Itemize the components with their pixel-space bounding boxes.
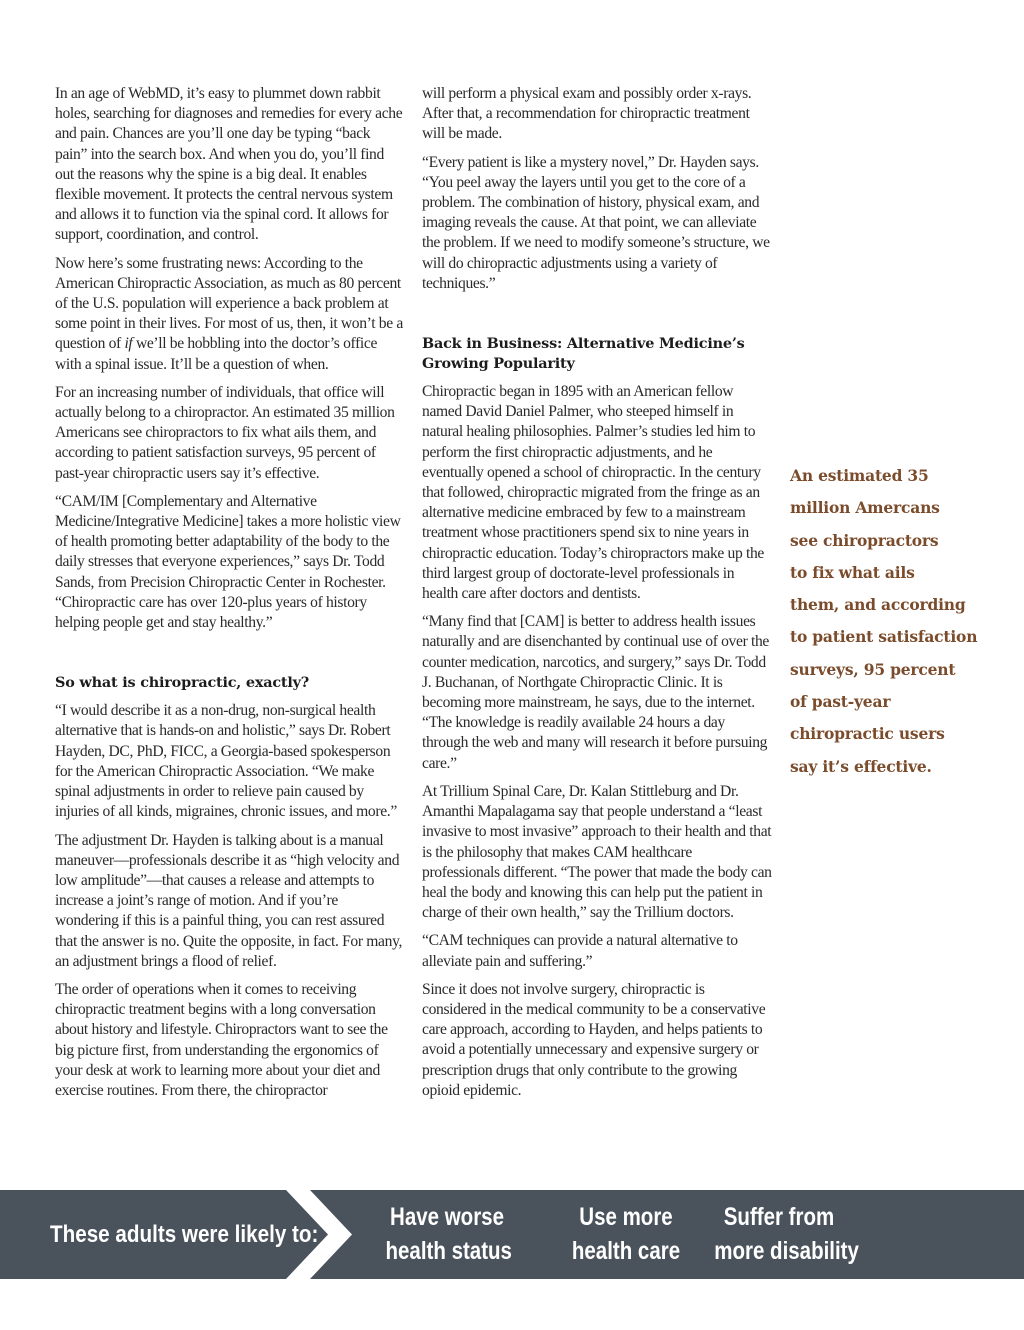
stat-line: more disability [714, 1237, 859, 1265]
paragraph-intro: In an age of WebMD, it’s easy to plummet down rabbit holes, searching for diagnoses and remedies for every ache and pain. Chances are you’ll one day be typing “back pain” into the search box. And when you do, you’ll find out the reasons why the spine is a big deal. It enables flexible movement. It protects the central nervous system and allows it to function via the spinal cord. It allows for support, coordination, and control. [55, 85, 403, 244]
section-heading-what-is-chiropractic: So what is chiropractic, exactly? [55, 674, 310, 692]
paragraph-frustrating-news-part1: Now here’s some frustrating news: According to the American Chiropractic Association, as much as 80 percent of the U.S. population will experience a back problem at some point in their lives. For most of us, then, it won’t be a question of [55, 254, 403, 353]
article-column-left [55, 84, 405, 1109]
paragraph-frustrating-news [55, 254, 405, 375]
paragraph-trillium: At Trillium Spinal Care, Dr. Kalan Stittleburg and Dr. Amanthi Mapalagama say that people understand a “least invasive to most invasive” approach to their health and that is the philosophy that makes CAM healthcare professionals different. “The power that made the body can heal the body and knowing this can help put the patient in charge of their own health,” say the Trillium doctors. [422, 782, 772, 922]
banner-lead-text: These adults were likely to: [50, 1220, 319, 1248]
article-column-middle [422, 84, 772, 1109]
stat-more-disability [700, 1200, 858, 1270]
pull-quote-line: An estimated 35 [790, 466, 929, 485]
paragraph-hayden-quote: “I would describe it as a non-drug, non-surgical health alternative that is hands-on and holistic,” says Dr. Robert Hayden, DC, PhD, FICC, a Georgia-based spokesperson for the American Chiropractic Association. “We make spinal adjustments in order to relieve pain caused by injuries of all kinds, migraines, chronic issues, and more.” [55, 702, 397, 821]
paragraph-order-of-operations: The order of operations when it comes to receiving chiropractic treatment begins with a long conversation about history and lifestyle. Chiropractors want to see the big picture first, from understanding the ergonomics of your desk at work to learning more about your diet and exercise routines. From there, the chiropractor [55, 980, 388, 1099]
stat-line: health care [571, 1237, 681, 1265]
pull-quote-line: see chiropractors [790, 530, 939, 550]
paragraph-mystery-novel: “Every patient is like a mystery novel,” Dr. Hayden says. “You peel away the layers until you get to the core of a problem. The combination of history, physical exam, and imaging reveals the cause. At that point, we can alleviate the problem. If we need to modify someone’s structure, we will do chiropractic adjustments using a variety of techniques.” [422, 153, 770, 292]
stat-line: health status [385, 1237, 512, 1265]
paragraph-surgery: Since it does not involve surgery, chiropractic is considered in the medical community to be a conservative care approach, according to Hayden, and helps patients to avoid a potentially unnecessary and expensive surgery or prescription drugs that only contribute to the growing opioid epidemic. [422, 980, 766, 1099]
pull-quote-line: to fix what ails [790, 562, 915, 582]
pull-quote-line: to patient satisfaction [790, 627, 978, 647]
paragraph-frustrating-news-part2: we’ll be hobbling into the doctor’s office with a spinal issue. It’ll be a question of when. [55, 335, 378, 373]
pull-quote-line: million Amercans [790, 498, 940, 518]
stat-line: Use more [579, 1203, 673, 1231]
pull-quote-line: surveys, 95 percent [790, 659, 956, 679]
paragraph-cam-im-quote: “CAM/IM [Complementary and Alternative Medicine/Integrative Medicine] takes a more holistic view of health promoting better adaptability of the body to the daily stresses that everyone experiences,” says Dr. Todd Sands, from Precision Chiropractic Center in Rochester. “Chiropractic care has over 120-plus years of history helping people get and stay healthy.” [55, 492, 401, 632]
stat-line: Have worse [390, 1203, 504, 1231]
stat-worse-health-status [372, 1200, 522, 1270]
section-heading-back-in-business: Back in Business: Alternative Medicine’s Growing Popularity [422, 335, 745, 373]
pull-quote [790, 460, 990, 783]
pull-quote-line: say it’s effective. [790, 756, 932, 776]
pull-quote-line: of past-year [790, 692, 891, 712]
paragraph-increasing-number: For an increasing number of individuals, that office will actually belong to a chiropractor. An estimated 35 million Americans see chiropractors to fix what ails them, and according to patient satisfaction surveys, 95 percent of past-year chiropractic users say it’s effective. [55, 383, 395, 482]
paragraph-cam-techniques-quote: “CAM techniques can provide a natural alternative to alleviate pain and suffering.” [422, 932, 738, 970]
stat-line: Suffer from [723, 1203, 835, 1231]
paragraph-physical-exam: will perform a physical exam and possibly order x-rays. After that, a recommendation for chiropractic treatment will be made. [422, 85, 752, 143]
paragraph-buchanan-quote: “Many find that [CAM] is better to address health issues naturally and are disenchanted by continual use of over the counter medication, narcotics, and surgery,” says Dr. Todd J. Buchanan, of Northgate Chiropractic Clinic. It is becoming more mainstream, he says, due to the internet. “The knowledge is readily available 24 hours a day through the web and many will research it before pursuing care.” [422, 613, 769, 772]
pull-quote-line: chiropractic users [790, 724, 945, 744]
paragraph-adjustment: The adjustment Dr. Hayden is talking about is a manual maneuver—professionals describe it as “high velocity and low amplitude”—that causes a release and attempts to increase a joint’s range of motion. And if you’re wondering if this is a painful thing, you can rest assured that the answer is no. Quite the opposite, in fact. For many, an adjustment brings a flood of relief. [55, 831, 403, 970]
italic-if: if [124, 335, 133, 353]
paragraph-history-1895: Chiropractic began in 1895 with an American fellow named David Daniel Palmer, who steeped himself in natural healing philosophies. Palmer’s studies led him to perform the first chiropractic adjustments, and he eventually opened a school of chiropractic. In the century that followed, chiropractic migrated from the fringe as an alternative medicine embraced by few to a mainstream treatment whose practitioners spend six to nine years in chiropractic education. Today’s chiropractors make up the third largest group of doctorate-level professionals in health care after doctors and dentists. [422, 383, 764, 603]
pull-quote-line: them, and according [790, 595, 966, 615]
stat-more-health-care [555, 1200, 697, 1270]
